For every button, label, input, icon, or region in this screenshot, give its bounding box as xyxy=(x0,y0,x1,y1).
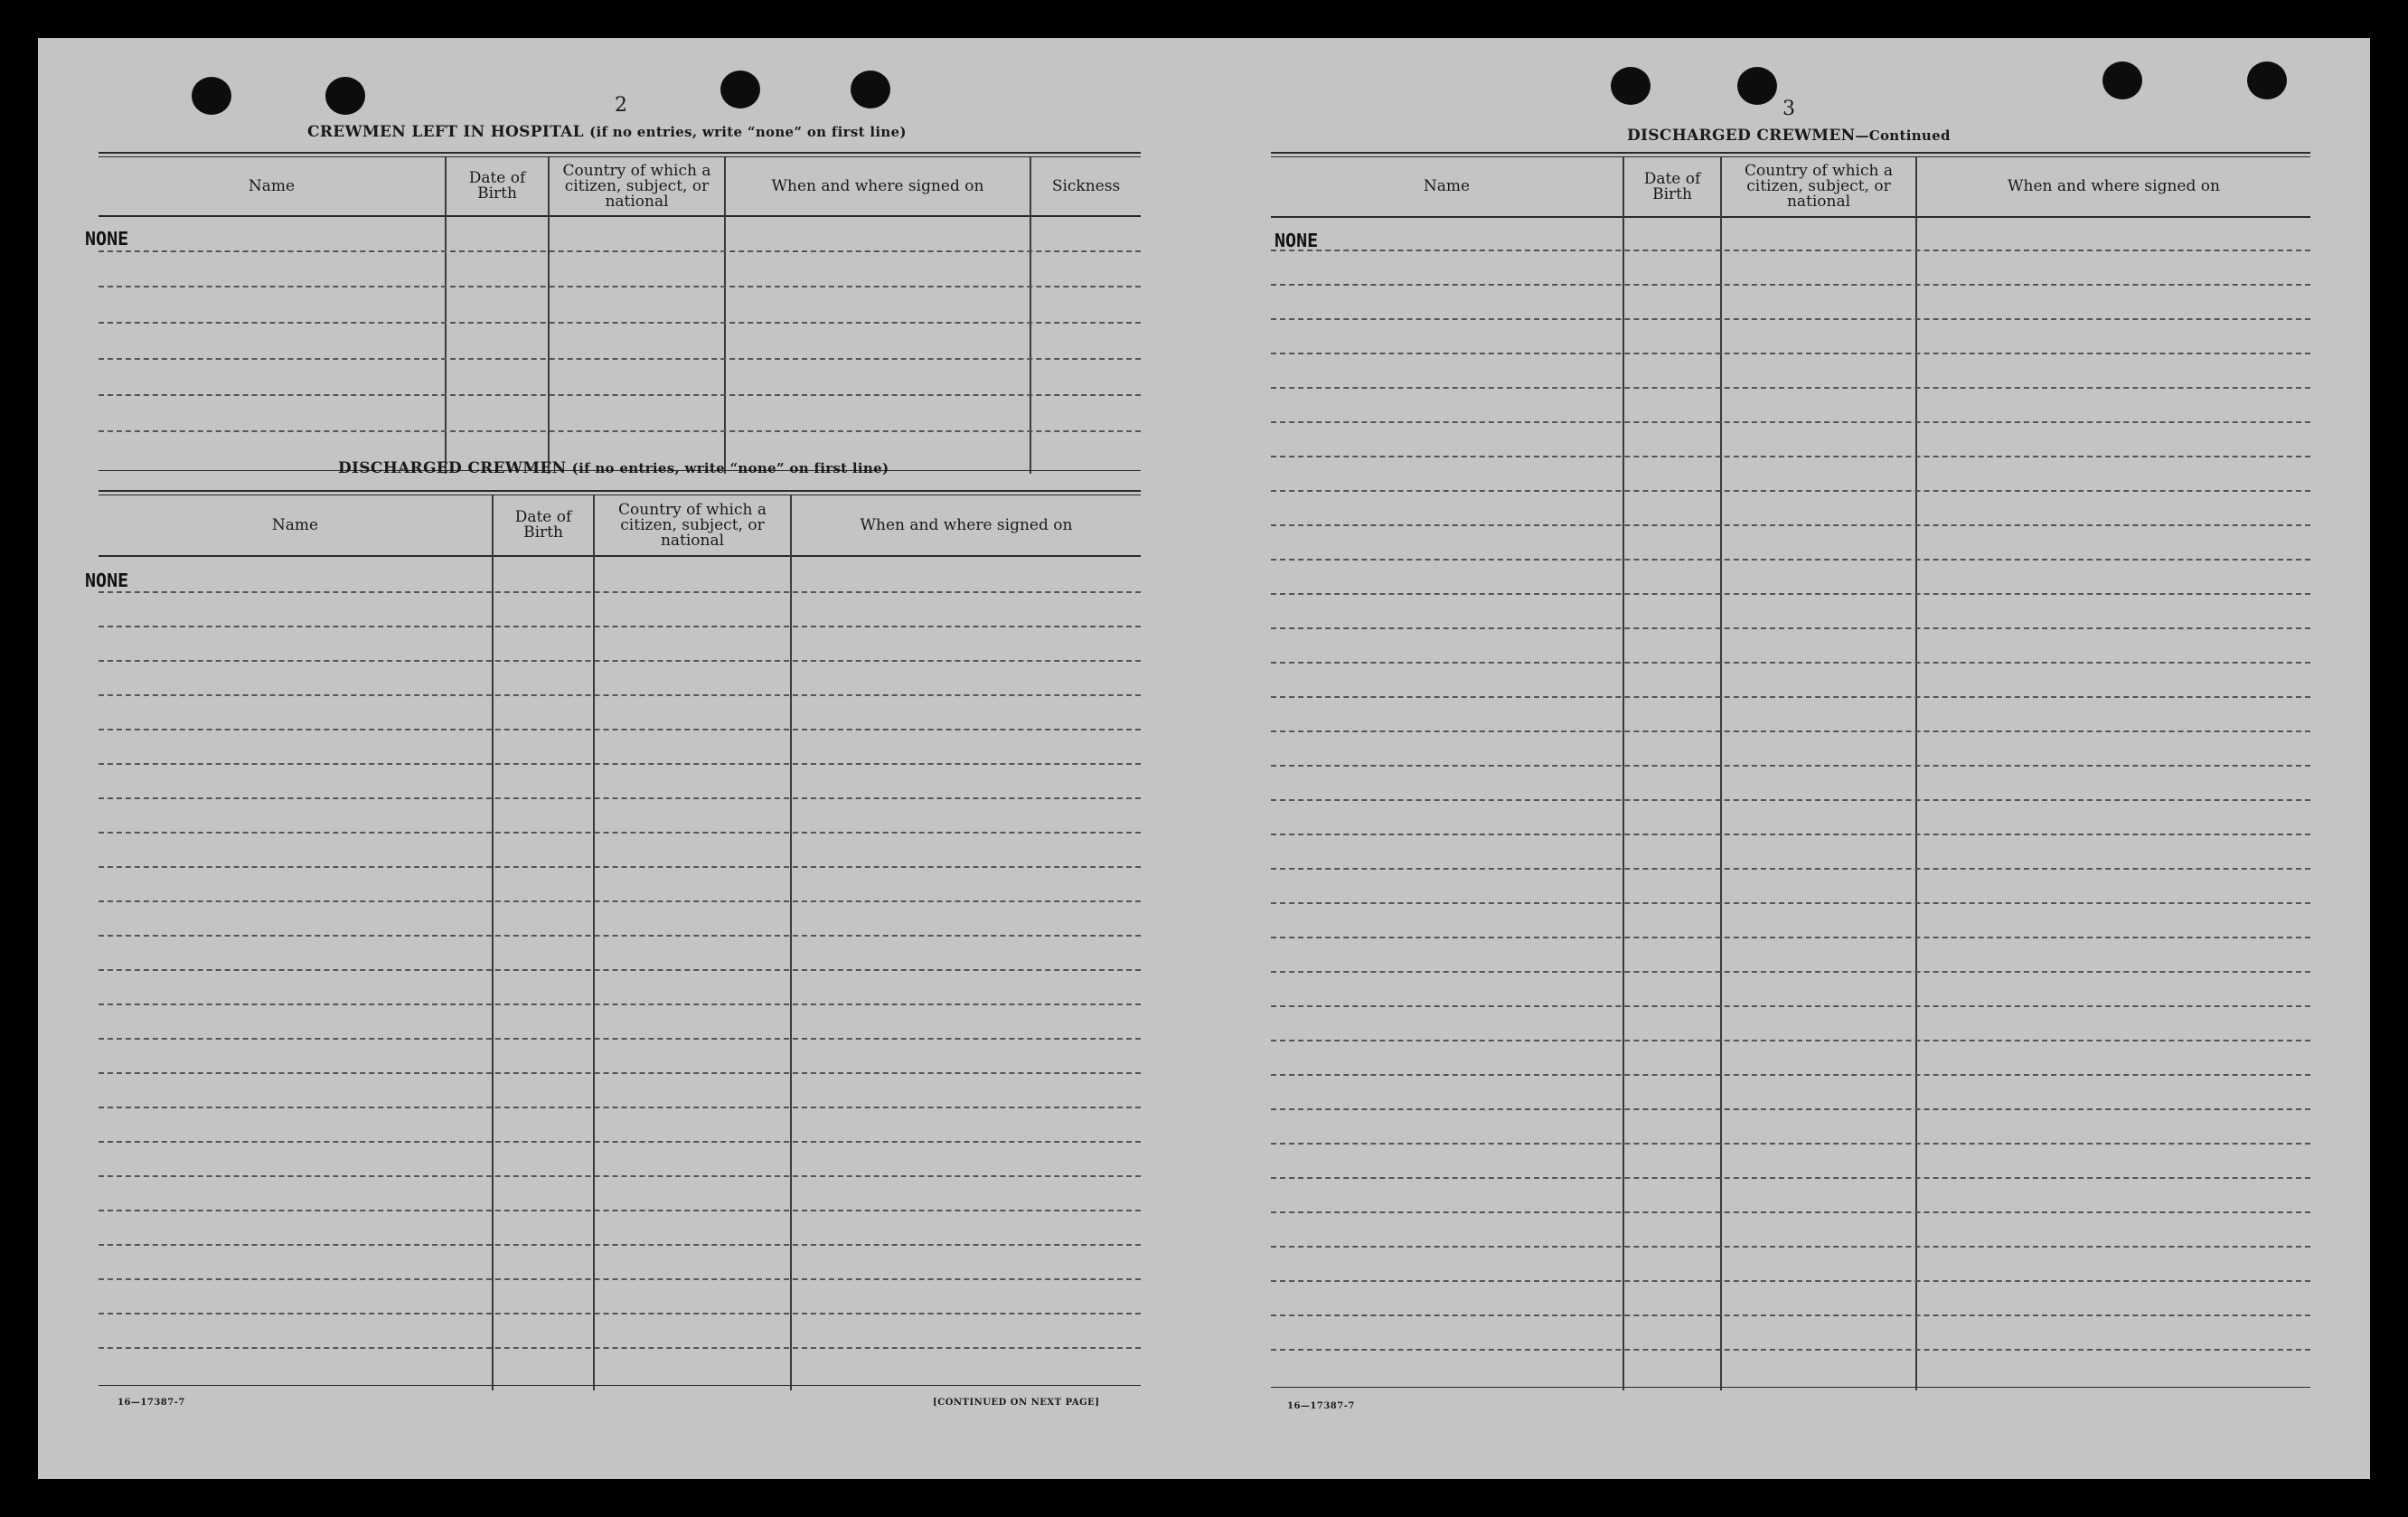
column-header-date-of-birth: Date of Birth xyxy=(1643,169,1701,203)
left-page xyxy=(38,38,1204,1479)
column-header-name: Name xyxy=(1423,177,1471,195)
discharged-continued-entry-none: NONE xyxy=(1275,230,1319,251)
column-header-signed-on: When and where signed on xyxy=(2008,177,2220,195)
column-header-country: Country of which a citizen, subject, or national xyxy=(618,500,767,550)
column-header-signed-on: When and where signed on xyxy=(771,176,984,195)
column-header-country: Country of which a citizen, subject, or national xyxy=(1745,162,1893,211)
discharged-entry-none: NONE xyxy=(85,570,129,591)
continued-note: [CONTINUED ON NEXT PAGE] xyxy=(933,1398,1100,1408)
section-title-discharged: DISCHARGED CREWMEN (if no entries, write “none” on first line) xyxy=(338,459,889,477)
column-header-sickness: Sickness xyxy=(1051,176,1121,195)
column-header-date-of-birth: Date of Birth xyxy=(514,508,572,542)
column-header-signed-on: When and where signed on xyxy=(860,515,1073,534)
page-number: 3 xyxy=(1782,98,1795,120)
hospital-entry-none: NONE xyxy=(85,228,129,250)
document-sheet xyxy=(38,38,2370,1479)
column-header-name: Name xyxy=(248,176,296,195)
right-page xyxy=(1204,38,2370,1479)
form-number: 16—17387-7 xyxy=(1287,1401,1355,1411)
section-title-discharged-continued: DISCHARGED CREWMEN—Continued xyxy=(1627,127,1951,145)
discharged-continued-table xyxy=(1271,152,2310,1394)
column-header-name: Name xyxy=(271,515,319,534)
section-title-hospital: CREWMEN LEFT IN HOSPITAL (if no entries, write “none” on first line) xyxy=(307,123,907,141)
column-header-date-of-birth: Date of Birth xyxy=(468,169,526,203)
column-header-country: Country of which a citizen, subject, or national xyxy=(562,161,711,211)
page-number: 2 xyxy=(615,94,627,117)
discharged-table xyxy=(99,490,1141,1394)
form-number: 16—17387-7 xyxy=(118,1398,185,1408)
hospital-table xyxy=(99,152,1141,474)
